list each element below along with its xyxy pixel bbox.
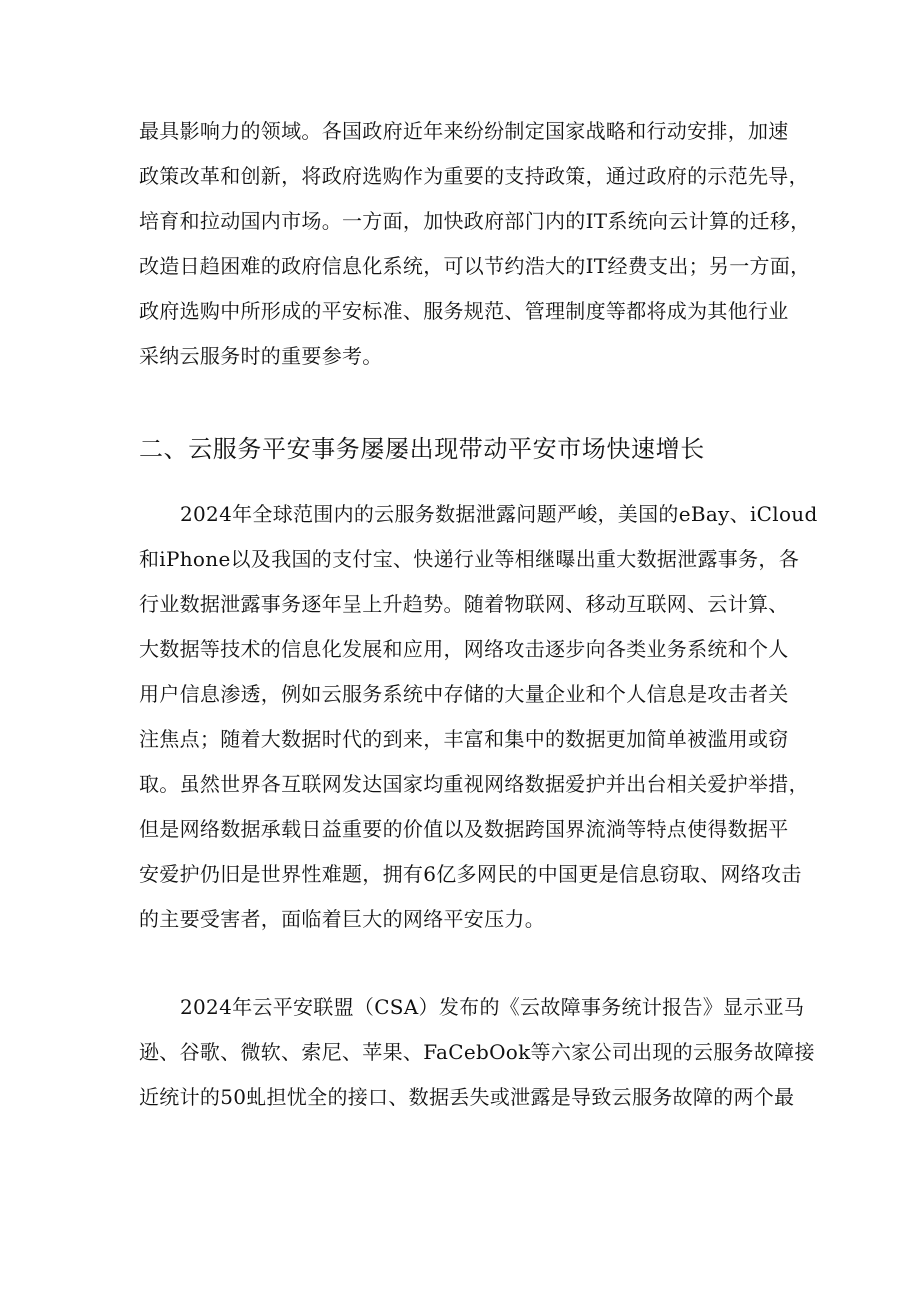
paragraph-3-line-1: 2024年云平安联盟（CSA）发布的《云故障事务统计报告》显示亚马 — [180, 995, 805, 1019]
paragraph-1-line-5: 政府选购中所形成的平安标准、服务规范、管理制度等都将成为其他行业 — [139, 299, 789, 323]
paragraph-2-line-8: 但是网络数据承载日益重要的价值以及数据跨国界流淌等特点使得数据平 — [139, 817, 789, 841]
paragraph-3-line-3: 近统计的50虬担忧全的接口、数据丢失或泄露是导致云服务故障的两个最 — [139, 1085, 795, 1109]
paragraph-1-line-1: 最具影响力的领域。各国政府近年来纷纷制定国家战略和行动安排，加速 — [139, 119, 789, 143]
paragraph-2-line-5: 用户信息渗透，例如云服务系统中存储的大量企业和个人信息是攻击者关 — [139, 682, 789, 706]
section-heading: 二、云服务平安事务屡屡出现带动平安市场快速增长 — [139, 435, 705, 463]
paragraph-2-line-7: 取。虽然世界各互联网发达国家均重视网络数据爱护并出台相关爱护举措， — [139, 772, 809, 796]
paragraph-1-line-3: 培育和拉动国内市场。一方面，加快政府部门内的IT系统向云计算的迁移， — [139, 209, 811, 233]
paragraph-2-line-10: 的主要受害者，面临着巨大的网络平安压力。 — [139, 907, 545, 931]
paragraph-2-line-9: 安爱护仍旧是世界性难题，拥有6亿多网民的中国更是信息窃取、网络攻击 — [139, 862, 802, 886]
paragraph-2-line-4: 大数据等技术的信息化发展和应用，网络攻击逐步向各类业务系统和个人 — [139, 637, 789, 661]
paragraph-2-line-3: 行业数据泄露事务逐年呈上升趋势。随着物联网、移动互联网、云计算、 — [139, 592, 789, 616]
paragraph-2-line-2: 和iPhone以及我国的支付宝、快递行业等相继曝出重大数据泄露事务，各 — [139, 547, 799, 571]
paragraph-3-line-2: 逊、谷歌、微软、索尼、苹果、FaCebOok等六家公司出现的云服务故障接 — [139, 1040, 815, 1064]
paragraph-1-line-2: 政策改革和创新，将政府选购作为重要的支持政策，通过政府的示范先导， — [139, 164, 809, 188]
paragraph-2-line-6: 注焦点；随着大数据时代的到来，丰富和集中的数据更加简单被滥用或窃 — [139, 727, 789, 751]
paragraph-1-line-4: 改造日趋困难的政府信息化系统，可以节约浩大的IT经费支出；另一方面， — [139, 254, 811, 278]
paragraph-2-line-1: 2024年全球范围内的云服务数据泄露问题严峻，美国的eBay、iCloud — [180, 502, 818, 526]
paragraph-1-line-6: 采纳云服务时的重要参考。 — [139, 344, 383, 368]
